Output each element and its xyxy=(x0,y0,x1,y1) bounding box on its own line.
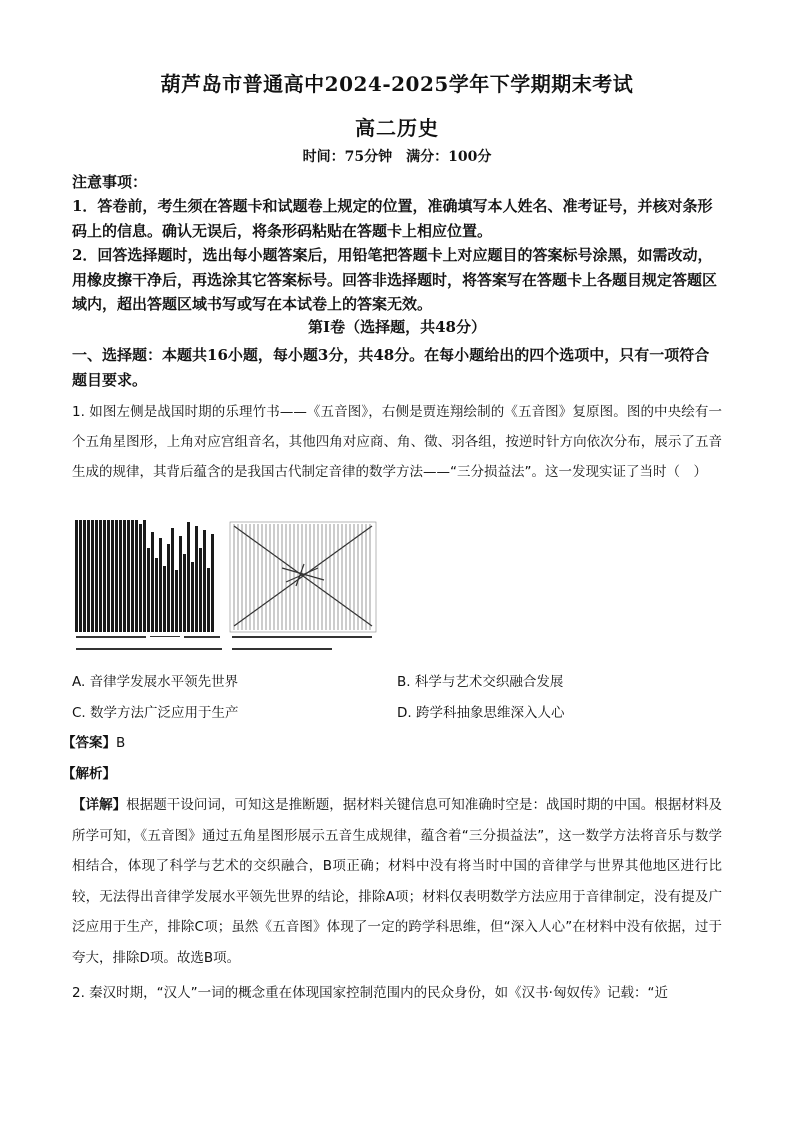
bamboo-slips-image xyxy=(74,520,222,632)
exam-title: 葫芦岛市普通高中2024-2025学年下学期期末考试 xyxy=(160,72,634,96)
notice-heading: 注意事项： xyxy=(72,173,148,191)
option-a: A. 音律学发展水平领先世界 xyxy=(72,674,239,690)
detail-tag: 【详解】 xyxy=(72,797,127,813)
slip-captions xyxy=(76,636,372,650)
notice-item-2: 2．回答选择题时，选出每小题答案后，用铅笔把答题卡上对应题目的答案标号涂黑，如需改动，用橡皮擦干净后，再选涂其它答案标号。回答非选择题时，将答案写在答题卡上各题目规定答题区域内，超出答题区域书写或写在本试卷上的答案无效。 xyxy=(72,246,718,313)
option-d: D. 跨学科抽象思维深入人心 xyxy=(397,705,565,721)
reconstruction-image xyxy=(230,522,376,632)
detail-paragraph xyxy=(72,790,722,973)
exam-score: 满分：100分 xyxy=(406,149,492,165)
question-2-stem: 2. 秦汉时期，“汉人”一词的概念重在体现国家控制范围内的民众身份，如《汉书·匈奴传》记载：“近 xyxy=(72,985,668,1001)
subject-title: 高二历史 xyxy=(355,116,439,140)
analysis-tag: 【解析】 xyxy=(62,766,116,782)
option-c: C. 数学方法广泛应用于生产 xyxy=(72,705,239,721)
exam-time-score xyxy=(0,146,794,166)
question-1-stem: 1. 如图左侧是战国时期的乐理竹书——《五音图》，右侧是贾连翔绘制的《五音图》复原图。图的中央绘有一个五角星图形，上角对应宫组音名，其他四角对应商、角、徵、羽各组，按逆时针方向依次分布，展示了五音生成的规律，其背后蕴含的是我国古代制定音律的数学方法——“三分损益法”。这一发现实证了当时（ ） xyxy=(72,404,722,480)
answer-line xyxy=(62,731,125,751)
answer-tag: 【答案】 xyxy=(62,735,116,751)
notice-item-1: 1．答卷前，考生须在答题卡和试题卷上规定的位置，准确填写本人姓名、准考证号，并核对条形码上的信息。确认无误后，将条形码粘贴在答题卡上相应位置。 xyxy=(72,197,713,240)
detail-text: 根据题干设问词，可知这是推断题，据材料关键信息可知准确时空是：战国时期的中国。根据材料及所学可知，《五音图》通过五角星图形展示五音生成规律，蕴含着“三分损益法”，这一数学方法将音乐与数学相结合，体现了科学与艺术的交织融合，B项正确；材料中没有将当时中国的音律学与世界其他地区进行比较，无法得出音律学发展水平领先世界的结论，排除A项；材料仅表明数学方法应用于音律制定，没有提及广泛应用于生产，排除C项；虽然《五音图》体现了一定的跨学科思维，但“深入人心”在材料中没有依据，过于夸大，排除D项。故选B项。 xyxy=(72,797,723,966)
answer-value: B xyxy=(116,735,126,751)
section-heading: 第Ⅰ卷（选择题，共48分） xyxy=(308,318,486,336)
question-1-figure xyxy=(72,518,382,664)
exam-time: 时间：75分钟 xyxy=(302,149,393,165)
section-intro: 一、选择题：本题共16小题，每小题3分，共48分。在每小题给出的四个选项中，只有一项符合题目要求。 xyxy=(72,346,710,389)
option-b: B. 科学与艺术交织融合发展 xyxy=(397,674,564,690)
wuyintu-image xyxy=(72,518,382,664)
